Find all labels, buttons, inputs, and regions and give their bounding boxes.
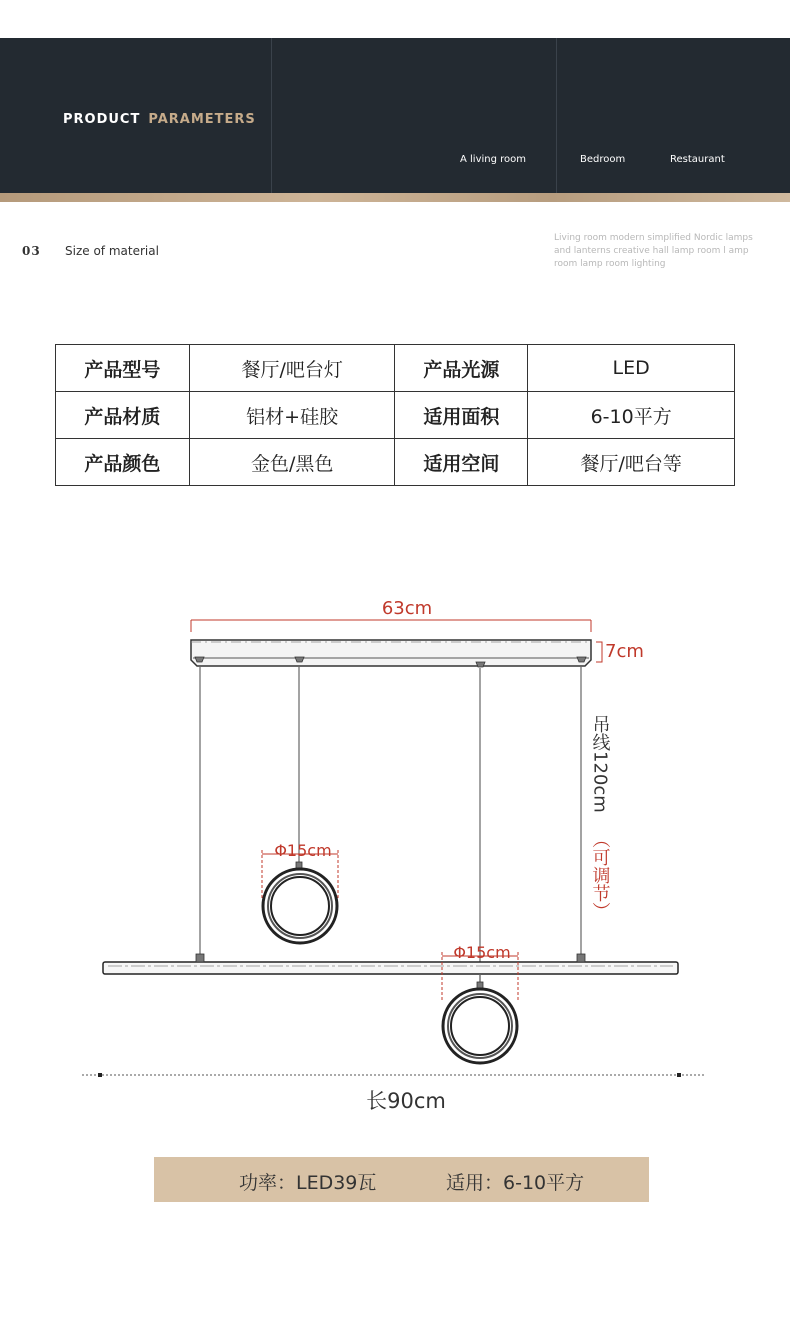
room-label-restaurant: Restaurant (670, 154, 725, 165)
canopy-width-label: 63cm (381, 598, 433, 619)
section-description: Living room modern simplified Nordic lamps and lanterns creative hall lamp room l amp room lamp room lighting (554, 233, 753, 269)
canopy-height-dimension (596, 642, 602, 662)
power-label: 功率：LED39瓦 (239, 1172, 377, 1194)
section-title: Size of material (65, 244, 159, 258)
spec-row (56, 345, 735, 392)
banner-divider (556, 38, 557, 193)
spec-key-cell: 适用空间 (395, 439, 528, 486)
power-info-bar (154, 1157, 649, 1202)
banner-title (63, 112, 256, 127)
spec-row (56, 392, 735, 439)
spec-table (55, 344, 735, 486)
horizontal-light-bar (103, 954, 678, 974)
spec-value-cell: 餐厅/吧台灯 (189, 345, 395, 392)
title-main: PRODUCT (63, 112, 141, 127)
spec-key-cell: 产品光源 (395, 345, 528, 392)
banner-divider (271, 38, 272, 193)
spec-row (56, 439, 735, 486)
total-length-dimension (82, 1073, 705, 1077)
spec-value-cell: 6-10平方 (528, 392, 735, 439)
spec-key-cell: 适用面积 (395, 392, 528, 439)
spec-value-cell: 餐厅/吧台等 (528, 439, 735, 486)
spec-key-cell: 产品颜色 (56, 439, 190, 486)
applicable-area-label: 适用：6-10平方 (446, 1172, 585, 1194)
cable-adjustable-label: （可调节） (589, 830, 611, 920)
header-banner (0, 38, 790, 193)
dimension-drawing (0, 580, 790, 1140)
spec-value-cell: 铝材+硅胶 (189, 392, 395, 439)
spec-key-cell: 产品型号 (56, 345, 190, 392)
cable-length-label: 吊线120cm (589, 715, 611, 813)
section-number: 03 (22, 244, 41, 258)
suspension-cables (200, 666, 581, 984)
room-label-living: A living room (460, 154, 527, 165)
gold-divider-strip (0, 193, 790, 202)
ceiling-canopy (191, 640, 591, 666)
total-length-label: 长90cm (366, 1089, 446, 1113)
room-label-bedroom: Bedroom (580, 154, 626, 165)
pendant-ring-lower (443, 974, 517, 1063)
spec-key-cell: 产品材质 (56, 392, 190, 439)
spec-value-cell: 金色/黑色 (189, 439, 395, 486)
canopy-width-dimension (191, 620, 591, 632)
pendant-ring-upper (263, 862, 337, 943)
ring-diameter-label-lower: Φ15cm (453, 943, 511, 962)
title-accent: PARAMETERS (148, 112, 256, 127)
canopy-height-label: 7cm (605, 641, 644, 662)
ring-diameter-label-upper: Φ15cm (274, 841, 332, 860)
spec-value-cell: LED (528, 345, 735, 392)
